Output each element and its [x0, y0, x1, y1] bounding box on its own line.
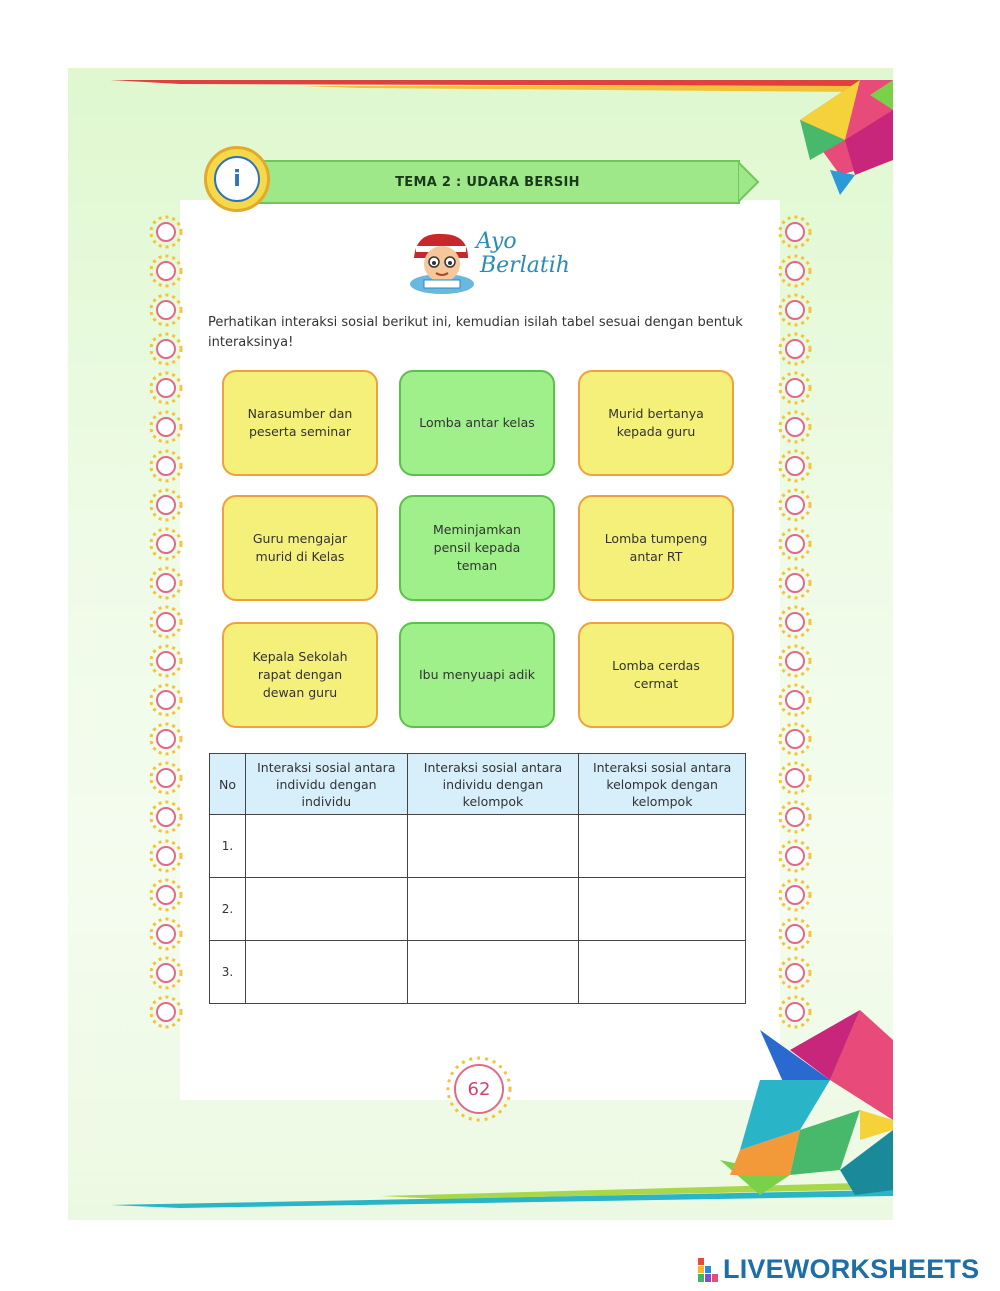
- flower-ornament: [151, 217, 181, 247]
- flower-ornament: [151, 256, 181, 286]
- flower-ornament: [151, 841, 181, 871]
- column-header-kelompok-kelompok: Interaksi sosial antara kelompok dengan kelompok: [579, 754, 746, 815]
- drag-card-2[interactable]: [399, 370, 555, 476]
- heading-line-2: Berlatih: [480, 253, 570, 278]
- flower-ornament: [780, 880, 810, 910]
- answer-table: [209, 753, 746, 1004]
- drop-cell[interactable]: [407, 815, 579, 878]
- flower-ornament: [780, 685, 810, 715]
- top-swoosh-red: [110, 80, 860, 86]
- card-label: Meminjamkan pensil kepada teman: [433, 522, 521, 573]
- bottom-right-star-decoration: [720, 1010, 893, 1195]
- flower-ornament: [151, 763, 181, 793]
- drag-card-7[interactable]: [222, 622, 378, 728]
- flower-ornament: [151, 685, 181, 715]
- drop-cell[interactable]: [245, 878, 407, 941]
- drop-cell[interactable]: [407, 878, 579, 941]
- card-label: Lomba cerdas cermat: [612, 658, 700, 691]
- liveworksheets-brand: [698, 1254, 979, 1285]
- flower-ornament: [780, 334, 810, 364]
- flower-ornament: [780, 997, 810, 1027]
- card-label: Murid bertanya kepada guru: [608, 406, 704, 439]
- student-mascot-illustration: [406, 228, 478, 296]
- instruction-text: Perhatikan interaksi sosial berikut ini, kemudian isilah tabel sesuai dengan bentuk interaksinya!: [208, 315, 743, 350]
- brand-name: LIVEWORKSHEETS: [723, 1254, 980, 1284]
- school-logo-glyph: i: [214, 156, 260, 202]
- drop-cell[interactable]: [245, 815, 407, 878]
- right-flower-border: [780, 217, 810, 1027]
- column-header-no: No: [210, 754, 246, 815]
- flower-ornament: [151, 802, 181, 832]
- table-row: [210, 878, 746, 941]
- flower-ornament: [151, 529, 181, 559]
- flower-ornament: [780, 490, 810, 520]
- drop-cell[interactable]: [579, 815, 746, 878]
- drop-cell[interactable]: [579, 878, 746, 941]
- top-swoosh-yellow: [300, 86, 860, 92]
- page-number: 62: [467, 1078, 491, 1100]
- top-right-star-decoration: [800, 80, 893, 195]
- drag-card-9[interactable]: [578, 622, 734, 728]
- flower-ornament: [780, 373, 810, 403]
- drag-card-6[interactable]: [578, 495, 734, 601]
- drag-card-5[interactable]: [399, 495, 555, 601]
- column-header-individu-kelompok: Interaksi sosial antara individu dengan kelompok: [407, 754, 579, 815]
- flower-ornament: [780, 841, 810, 871]
- flower-ornament: [151, 490, 181, 520]
- drag-card-8[interactable]: [399, 622, 555, 728]
- flower-ornament: [780, 451, 810, 481]
- ayo-berlatih-heading: [476, 229, 570, 278]
- drag-card-3[interactable]: [578, 370, 734, 476]
- flower-ornament: [780, 958, 810, 988]
- left-flower-border: [151, 217, 181, 1027]
- header-arrow-tip: [738, 160, 760, 204]
- card-label: Kepala Sekolah rapat dengan dewan guru: [252, 649, 348, 700]
- flower-ornament: [780, 529, 810, 559]
- row-number: 3.: [210, 941, 246, 1004]
- school-logo: [204, 146, 270, 212]
- card-label: Narasumber dan peserta seminar: [247, 406, 353, 439]
- flower-ornament: [780, 568, 810, 598]
- table-row: [210, 941, 746, 1004]
- row-number: 1.: [210, 815, 246, 878]
- flower-ornament: [151, 919, 181, 949]
- flower-ornament: [151, 607, 181, 637]
- flower-ornament: [780, 763, 810, 793]
- flower-ornament: [151, 373, 181, 403]
- flower-ornament: [780, 724, 810, 754]
- flower-ornament: [151, 295, 181, 325]
- theme-title: TEMA 2 : UDARA BERSIH: [395, 174, 580, 190]
- liveworksheets-logo-icon: [698, 1258, 720, 1282]
- flower-ornament: [151, 334, 181, 364]
- drag-card-1[interactable]: [222, 370, 378, 476]
- flower-ornament: [780, 919, 810, 949]
- flower-ornament: [151, 880, 181, 910]
- card-label: Lomba antar kelas: [419, 415, 535, 430]
- flower-ornament: [151, 997, 181, 1027]
- drop-cell[interactable]: [579, 941, 746, 1004]
- flower-ornament: [780, 802, 810, 832]
- flower-ornament: [151, 646, 181, 676]
- flower-ornament: [780, 412, 810, 442]
- table-row: [210, 815, 746, 878]
- flower-ornament: [780, 217, 810, 247]
- flower-ornament: [780, 295, 810, 325]
- flower-ornament: [780, 607, 810, 637]
- drop-cell[interactable]: [407, 941, 579, 1004]
- heading-line-1: Ayo: [476, 229, 517, 254]
- card-label: Ibu menyuapi adik: [419, 667, 535, 682]
- row-number: 2.: [210, 878, 246, 941]
- drop-cell[interactable]: [245, 941, 407, 1004]
- flower-ornament: [780, 646, 810, 676]
- column-header-individu-individu: Interaksi sosial antara individu dengan individu: [245, 754, 407, 815]
- drag-card-4[interactable]: [222, 495, 378, 601]
- flower-ornament: [780, 256, 810, 286]
- flower-ornament: [151, 451, 181, 481]
- flower-ornament: [151, 568, 181, 598]
- flower-ornament: [151, 412, 181, 442]
- card-label: Guru mengajar murid di Kelas: [252, 531, 348, 564]
- flower-ornament: [151, 724, 181, 754]
- flower-ornament: [151, 958, 181, 988]
- card-label: Lomba tumpeng antar RT: [604, 531, 708, 564]
- table-header-row: [210, 754, 746, 815]
